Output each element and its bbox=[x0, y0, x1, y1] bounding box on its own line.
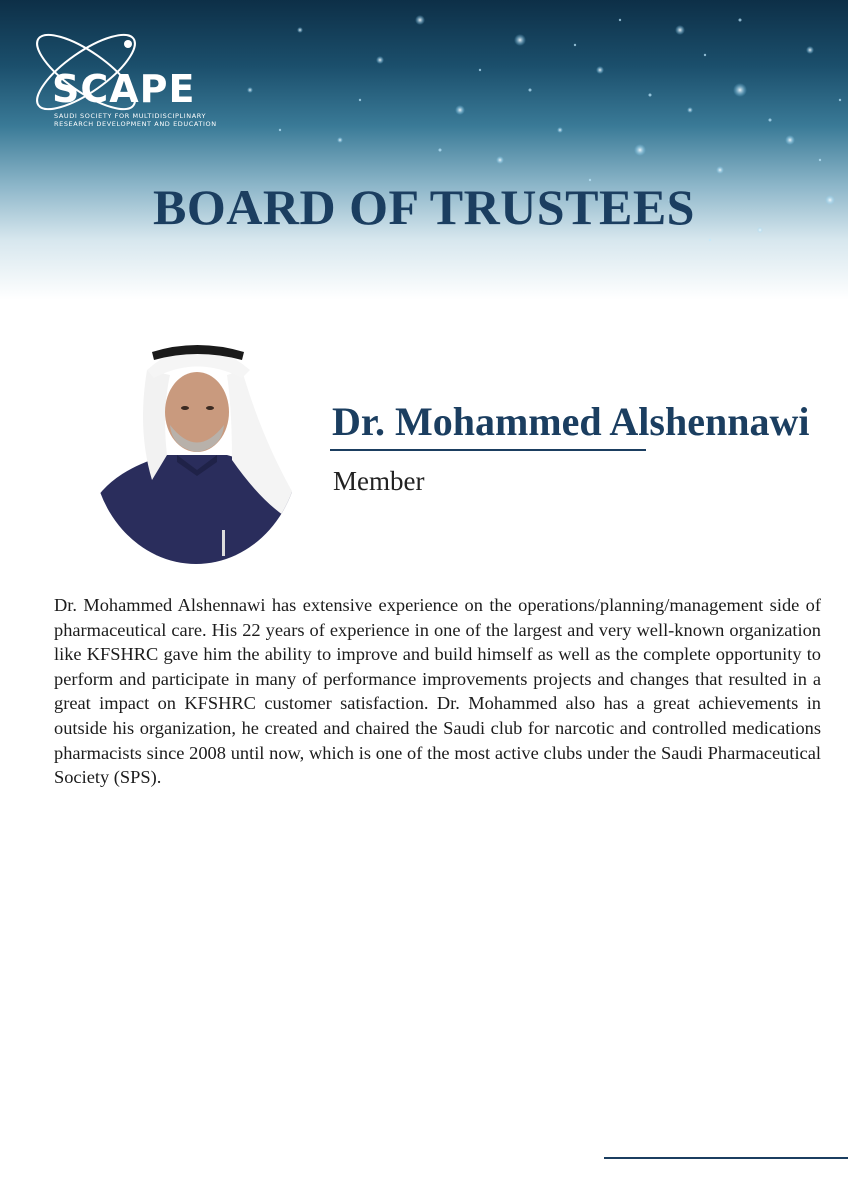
scape-logo bbox=[28, 14, 228, 129]
logo-wordmark: SCAPE bbox=[52, 67, 196, 111]
person-role: Member bbox=[333, 466, 425, 496]
bio-paragraph: Dr. Mohammed Alshennawi has extensive experience on the operations/planning/management side of pharmaceutical care. His 22 years of experience in one of the largest and very well-known organization like KFSHRC gave him the ability to improve and build himself as well as the complete opportunity to perform and participate in many of performance improvements projects and changes that resulted in a great impact on KFSHRC customer satisfaction. Dr. Mohammed also has a great achievements in outside his organization, he created and chaired the Saudi club for narcotic and controlled medications pharmacists since 2008 until now, which is one of the most active clubs under the Saudi Pharmaceutical Society (SPS). bbox=[54, 595, 821, 788]
header-background bbox=[0, 0, 848, 300]
logo-subtitle-line1: SAUDI SOCIETY FOR MULTIDISCIPLINARY bbox=[54, 112, 207, 120]
logo-subtitle-line2: RESEARCH DEVELOPMENT AND EDUCATION bbox=[54, 120, 217, 128]
portrait-illustration bbox=[92, 330, 300, 564]
page-title: BOARD OF TRUSTEES bbox=[153, 179, 695, 235]
person-name: Dr. Mohammed Alshennawi bbox=[332, 399, 810, 444]
footer-divider bbox=[604, 1157, 848, 1159]
name-underline-divider bbox=[330, 449, 646, 451]
person-photo bbox=[92, 330, 300, 564]
